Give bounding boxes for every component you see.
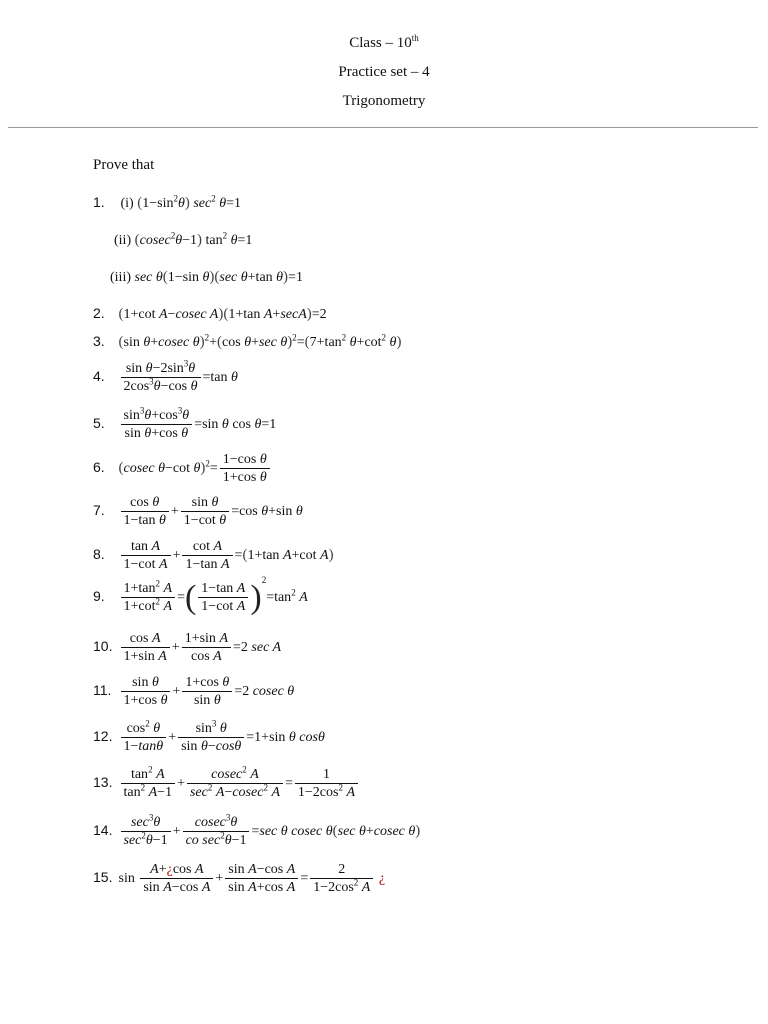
practice-set-heading: Practice set – 4 (338, 64, 430, 80)
problem-6: 6. (cosec θ−cot θ)$^2$= $\frac{\text{1−cos θ}}{\text{1+cos θ}}$ (93, 453, 272, 485)
header-divider (8, 127, 758, 128)
problem-11: 11. $\frac{\text{sin θ}}{\text{1+cos θ}}$ + $\frac{\text{1+cos θ}}{\text{sin θ}}$ =2 cosec θ (93, 675, 295, 708)
problem-2: 2. (1+cot A−cosec A)(1+tan A+secA)=2 (93, 305, 327, 322)
problem-1-ii: (ii) (cosec$^2$θ−1) $\tan^2 \theta=1$ (114, 230, 253, 248)
problem-5: 5. $\frac{\sin^3\theta+\cos^3\theta}{\text{sin θ+cos θ}}$ =sin θ cos θ=1 (93, 405, 277, 441)
problem-9: 9. $\frac{1+\tan^2 A}{1+\cot^2 A}$ =( $\frac{\text{1−tan A}}{\text{1−cot A}}$ )$^2=\tan^2$ A (93, 575, 308, 616)
problem-4: 4. $\frac{\sin \theta-2\sin^3\theta}{2\cos^3\theta-\cos \theta}$ =tan θ (93, 358, 238, 394)
problem-1-iii: (iii) sec θ(1−sin θ)(sec θ+tan θ)=1 (110, 269, 303, 285)
instruction: Prove that (93, 157, 155, 173)
problem-3: 3. (sin θ+cosec θ)$^2$+(cos θ+sec $\theta)^2=(7+\tan^2$ $\theta+\cot^2$ θ) (93, 332, 402, 350)
class-heading: Class – 10th (349, 33, 419, 51)
problem-15: 15. sin $\frac{\text{A+¿cos A}}{\text{sin A−cos A}}$ + $\frac{\text{sin A−cos A}}{\text{sin A+cos A}}$ = $\frac{2}{1-2\cos^2 A}$ ¿ (93, 862, 386, 895)
problem-7: 7. $\frac{\text{cos θ}}{\text{1−tan θ}}$ + $\frac{\text{sin θ}}{\text{1−cot θ}}$ =cos θ+sin θ (93, 495, 303, 528)
problem-12: 12. $\frac{\cos^2 \theta}{1-\tan\theta}$ + $\frac{\sin^3 \theta}{\text{sin θ−cosθ}}$ =1+sin θ cosθ (93, 718, 325, 754)
subject-heading: Trigonometry (342, 93, 426, 109)
problem-14: 14. $\frac{\sec^3\theta}{\sec^2\theta-1}$ + $\frac{cosec^3\theta}{co \sec^2\theta-1}$ =sec θ cosec θ(sec θ+cosec θ) (93, 812, 421, 848)
problem-8: 8. $\frac{\text{tan A}}{\text{1−cot A}}$ + $\frac{\text{cot A}}{\text{1−tan A}}$ =(1+tan A+cot A) (93, 539, 334, 572)
problem-13: 13. $\frac{\tan^2 A}{\tan^2 A-1}$ + $\frac{cosec^2 A}{\sec^2 A-cosec^2 A}$ = $\frac{1}{1-2\cos^2 A}$ (93, 768, 360, 800)
problem-10: 10. $\frac{\text{cos A}}{\text{1+sin A}}$ + $\frac{\text{1+sin A}}{\text{cos A}}$ =2 sec A (93, 631, 282, 664)
problem-1-i: 1. (i) $(1-\sin^2\theta)$ $\sec^2 \theta=1$ (93, 193, 242, 211)
